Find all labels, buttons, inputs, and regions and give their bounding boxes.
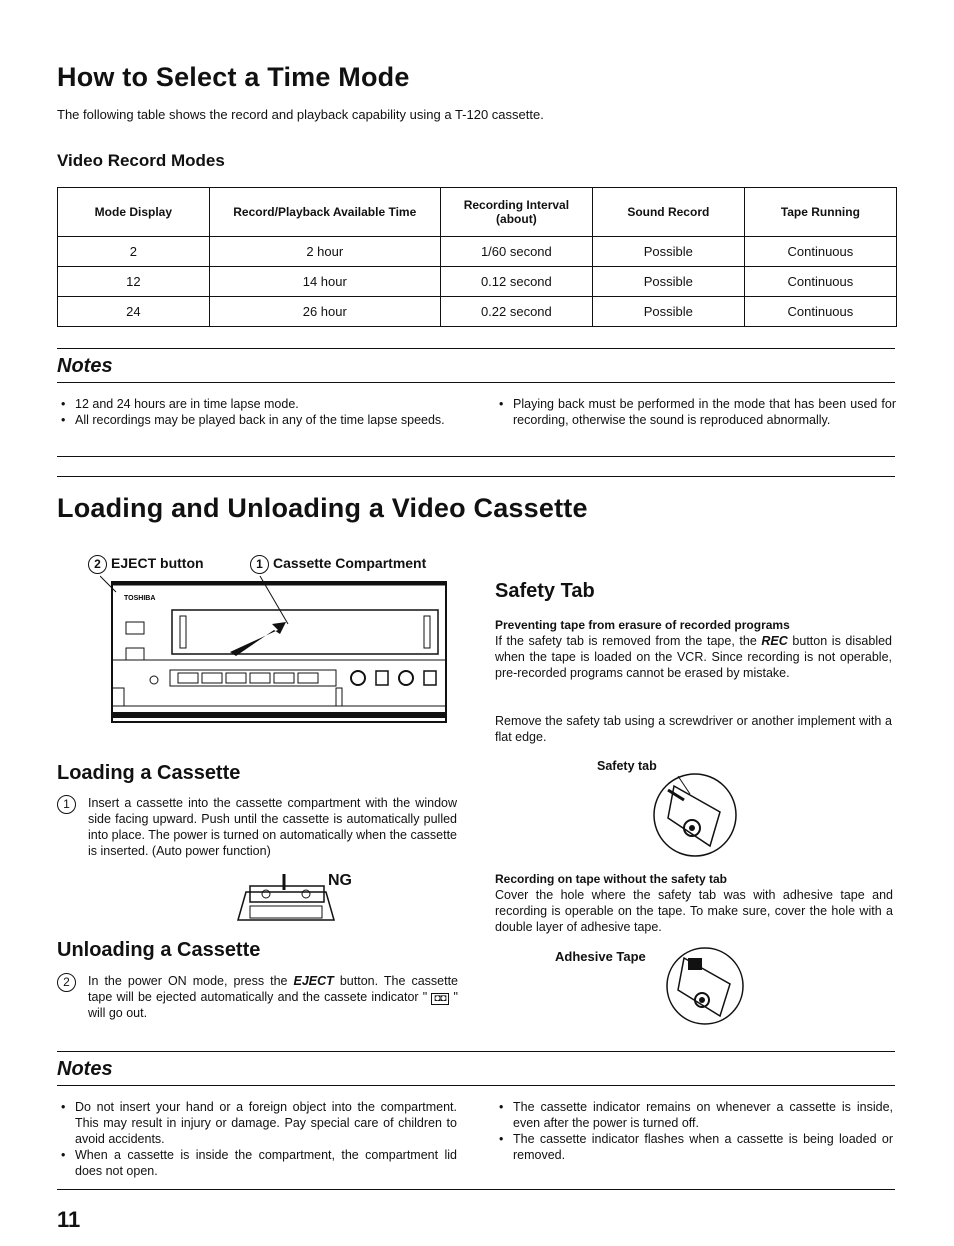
table-cell: Possible (592, 267, 744, 297)
list-item: • All recordings may be played back in any of the time lapse speeds. (57, 412, 467, 428)
notes-list-right (495, 396, 896, 428)
loading-text: Insert a cassette into the cassette compartment with the window side facing upward. Push until the cassette is automatically pulled into place. The power is turned on automatically when the cassette is inserted. (Auto power function) (88, 796, 457, 858)
callout-label: Cassette Compartment (273, 555, 427, 572)
unloading-title: Unloading a Cassette (57, 939, 261, 961)
safety-tab-title: Safety Tab (495, 580, 595, 602)
table-header: Record/Playback Available Time (209, 188, 440, 237)
table-cell: Continuous (744, 267, 896, 297)
step-number: 2 (57, 973, 76, 992)
notes-title: Notes (57, 1058, 113, 1080)
divider (57, 348, 895, 349)
unloading-step-number (57, 973, 80, 992)
table-cell: 24 (58, 297, 210, 327)
safety-tab-figure-label: Safety tab (597, 759, 657, 773)
list-item: • Do not insert your hand or a foreign object into the compartment. This may result in injury or damage. Pay special care of children to avoid accidents. (57, 1099, 457, 1147)
table-cell: 1/60 second (440, 237, 592, 267)
list-item: • When a cassette is inside the compartment, the compartment lid does not open. (57, 1147, 457, 1179)
table-header: Sound Record (592, 188, 744, 237)
adhesive-tape-figure-label: Adhesive Tape (555, 949, 646, 964)
intro-text: The following table shows the record and playback capability using a T-120 cassette. (57, 107, 544, 122)
safety-paragraph-2: Remove the safety tab using a screwdriver or another implement with a flat edge. (495, 714, 892, 744)
callout-number: 1 (250, 555, 269, 574)
unloading-text-part: In the power ON mode, press the (88, 974, 294, 988)
eject-emphasis: EJECT (293, 974, 334, 988)
table-row (58, 297, 897, 327)
notes-title: Notes (57, 355, 113, 377)
table-cell: 2 (58, 237, 210, 267)
record-modes-table (57, 187, 897, 327)
table-cell: 14 hour (209, 267, 440, 297)
safety-tab-illustration (650, 770, 740, 860)
safety-subheading-2: Recording on tape without the safety tab (495, 872, 728, 886)
loading-title: Loading a Cassette (57, 762, 241, 784)
notes-list-right (495, 1099, 893, 1163)
list-item: • Playing back must be performed in the mode that has been used for recording, otherwise the sound is reproduced abnormally. (495, 396, 896, 428)
adhesive-tape-illustration (660, 944, 750, 1026)
table-cell: 12 (58, 267, 210, 297)
unloading-text-part: " will go out. (88, 990, 458, 1020)
list-item: • The cassette indicator remains on whenever a cassette is inside, even after the power is turned off. (495, 1099, 893, 1131)
table-cell: 26 hour (209, 297, 440, 327)
table-header: Tape Running (744, 188, 896, 237)
table-header: Mode Display (58, 188, 210, 237)
vcr-brand: TOSHIBA (124, 595, 156, 602)
step-number: 1 (57, 795, 76, 814)
rec-emphasis: REC (761, 634, 788, 648)
table-row (58, 237, 897, 267)
section-title-time-mode: How to Select a Time Mode (57, 62, 410, 92)
callout-number: 2 (88, 555, 107, 574)
cassette-ng-illustration (230, 870, 340, 922)
table-cell: 0.22 second (440, 297, 592, 327)
callout-label: EJECT button (111, 555, 204, 572)
page-number: 11 (57, 1207, 81, 1232)
list-item: • 12 and 24 hours are in time lapse mode. (57, 396, 467, 412)
table-cell: Possible (592, 237, 744, 267)
divider (57, 382, 895, 383)
loading-step-number (57, 795, 80, 814)
table-cell: Continuous (744, 297, 896, 327)
notes-list-left (57, 396, 467, 428)
divider (57, 1051, 895, 1052)
safety-subheading-1: Preventing tape from erasure of recorded programs (495, 618, 790, 632)
ng-label: NG (328, 872, 352, 889)
safety-paragraph-1 (495, 633, 892, 681)
cassette-indicator-icon: ◘◘ (431, 993, 449, 1005)
section-title-loading: Loading and Unloading a Video Cassette (57, 493, 588, 523)
table-cell: Continuous (744, 237, 896, 267)
divider (57, 1189, 895, 1190)
table-cell: 0.12 second (440, 267, 592, 297)
safety-text-part: button is disabled when the tape is loaded on the VCR. Since recording is not operable, pre-recorded programs cannot be erased by mistake. (495, 634, 892, 680)
video-record-modes-heading: Video Record Modes (57, 151, 225, 170)
list-item: • The cassette indicator flashes when a cassette is being loaded or removed. (495, 1131, 893, 1163)
safety-paragraph-3: Cover the hole where the safety tab was with adhesive tape and recording is operable on the tape. To make sure, cover the hole with a double layer of adhesive tape. (495, 888, 893, 934)
notes-list-left (57, 1099, 457, 1179)
unloading-text (88, 973, 458, 1021)
safety-text-part: If the safety tab is removed from the tape, the (495, 634, 762, 648)
table-header: Recording Interval (about) (440, 188, 592, 237)
divider (57, 476, 895, 477)
divider (57, 1085, 895, 1086)
table-header-row (58, 188, 897, 237)
table-row (58, 267, 897, 297)
vcr-illustration (100, 572, 450, 732)
unloading-text-part: button. The cassette tape will be ejected automatically and the cassete indicator " (88, 974, 459, 1004)
table-cell: 2 hour (209, 237, 440, 267)
divider (57, 456, 895, 457)
table-cell: Possible (592, 297, 744, 327)
